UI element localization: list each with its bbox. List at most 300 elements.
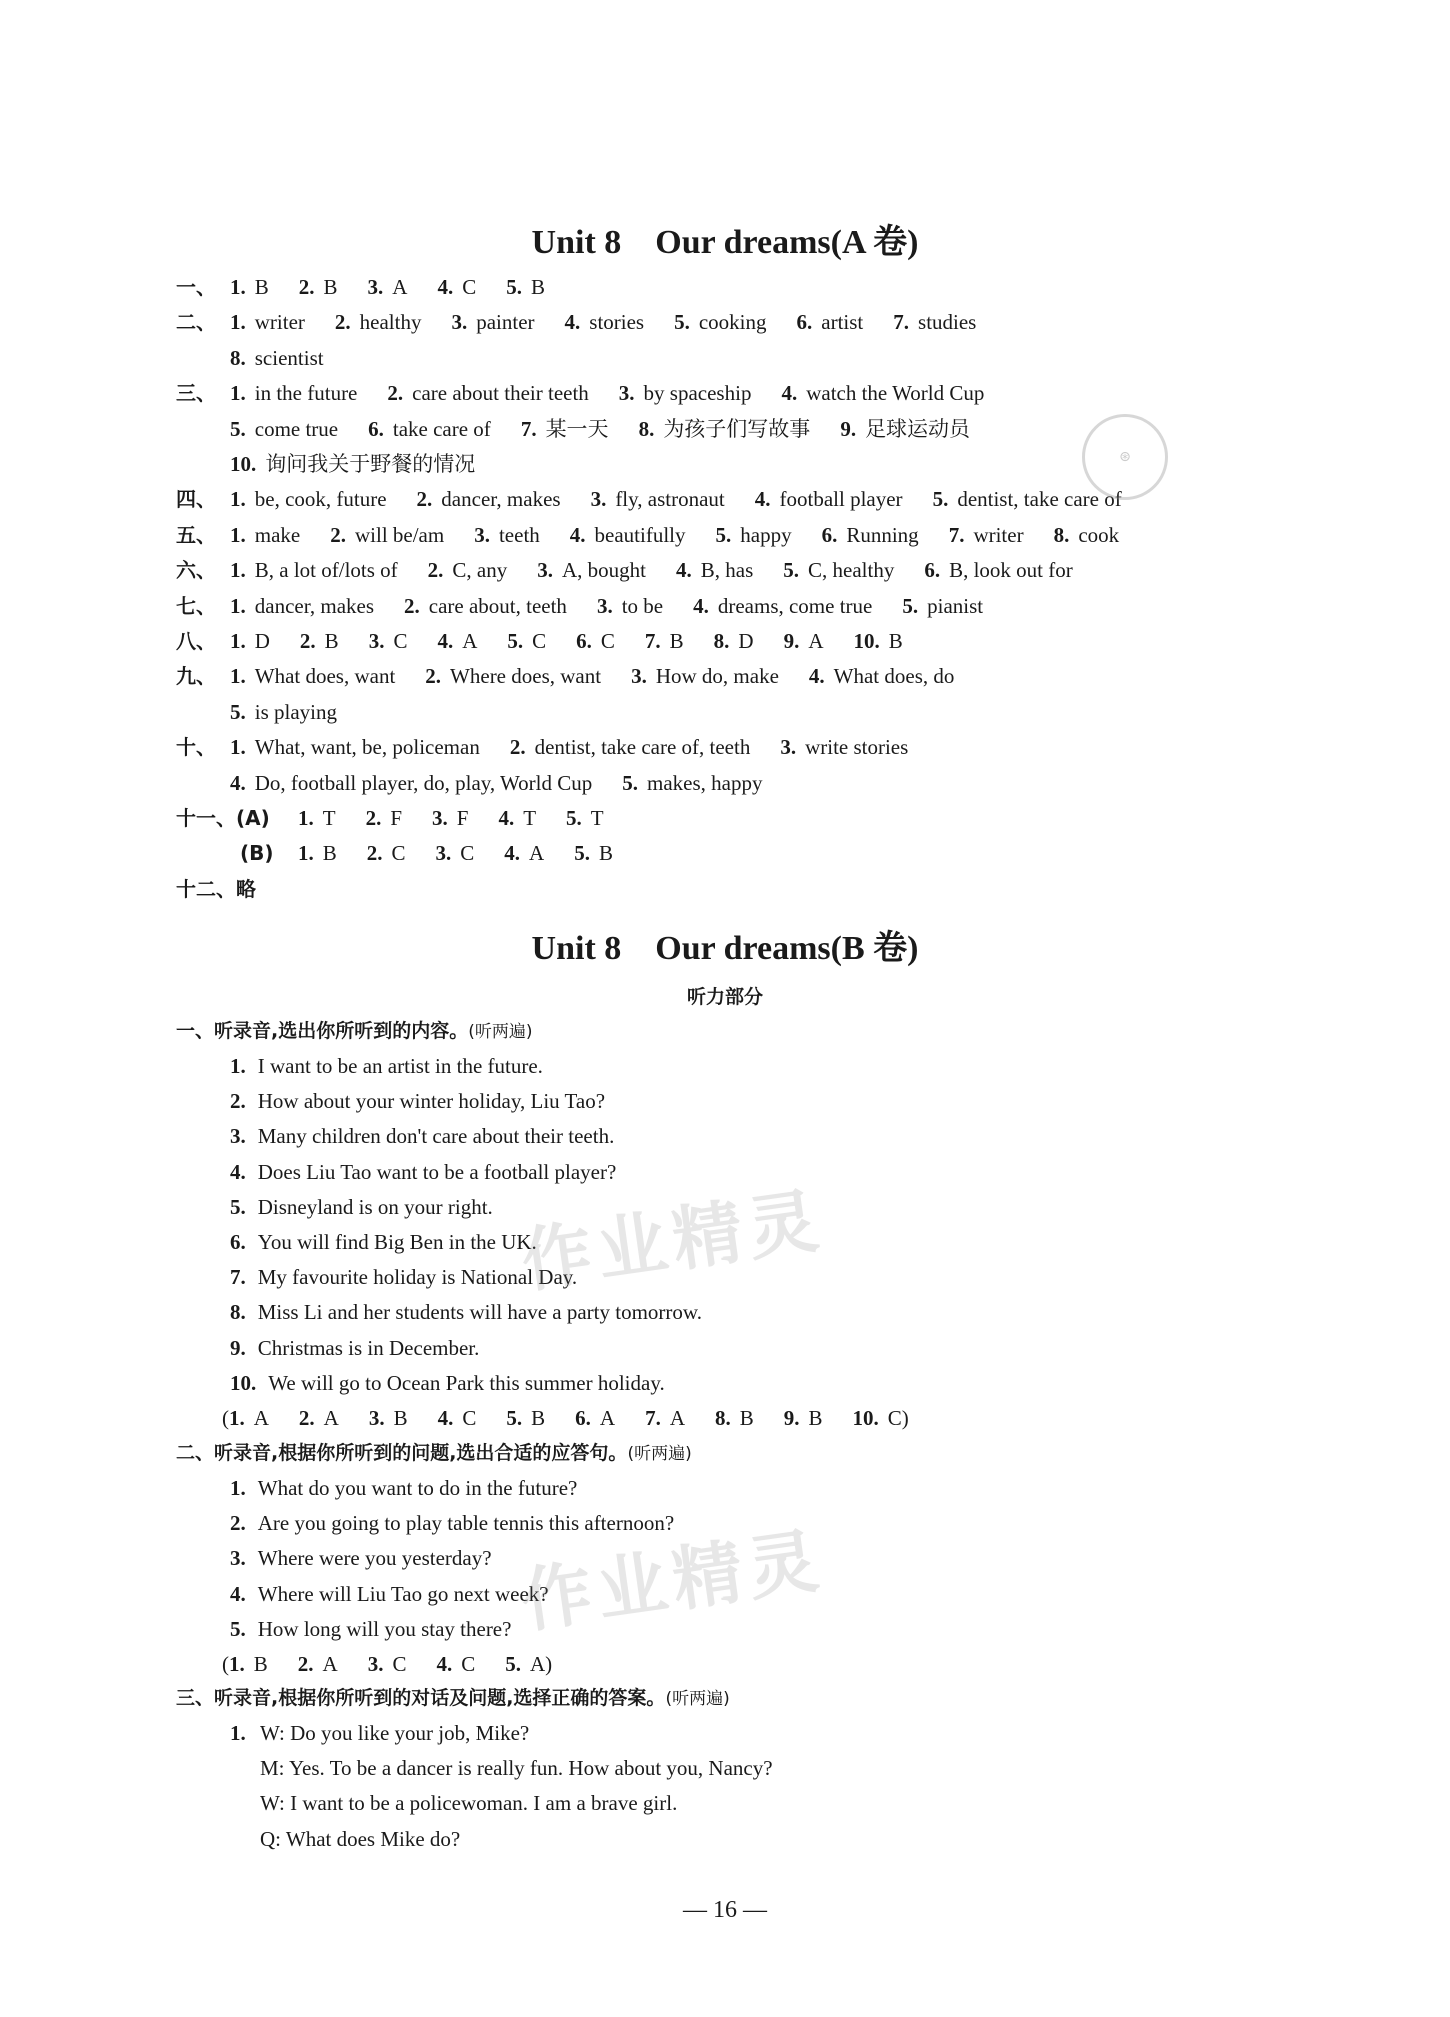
item-number: 3.: [618, 381, 635, 406]
answer-item: [591, 482, 725, 516]
item-text: healthy: [359, 310, 422, 335]
item-number: 3.: [368, 629, 385, 653]
answer-item: [369, 1401, 408, 1435]
item-text: happy: [740, 522, 792, 547]
section-label: 四、: [176, 487, 216, 512]
answer-item: [716, 518, 792, 552]
answer-row: [230, 341, 354, 375]
item-text: B: [531, 1406, 546, 1430]
item-number: 4.: [230, 1581, 246, 1606]
answer-item: [597, 589, 663, 623]
answer-item: [510, 730, 750, 764]
answer-item: [368, 412, 491, 446]
item-number: 5.: [505, 1652, 521, 1676]
part1-instruction: [176, 1014, 532, 1049]
item-number: 1.: [298, 806, 314, 830]
item-text: B: [254, 275, 269, 299]
answer-item: [330, 518, 444, 552]
item-text: B: [322, 841, 337, 866]
item-text: C, healthy: [808, 558, 895, 583]
item-number: 2.: [387, 381, 404, 406]
item-number: 2.: [298, 1406, 315, 1430]
part3-instruction-text: 三、听录音,根据你所听到的对话及问题,选择正确的答案。: [176, 1687, 666, 1709]
item-text: beautifully: [594, 522, 686, 547]
answer-item: [714, 624, 754, 658]
item-number: 6.: [924, 558, 941, 583]
item-number: 5.: [230, 1194, 246, 1219]
part1-note: (听两遍): [468, 1022, 533, 1042]
item-text: A, bought: [562, 558, 646, 583]
item-number: 5.: [506, 1406, 523, 1430]
item-number: 5.: [506, 275, 522, 299]
part1-item: [230, 1331, 479, 1365]
item-number: 2.: [365, 806, 382, 830]
section-label: 五、: [176, 522, 216, 547]
answer-item: [506, 270, 545, 304]
item-number: 3.: [474, 522, 490, 547]
answer-item: [298, 1647, 338, 1681]
item-text: cook: [1078, 522, 1120, 547]
item-text: B: [739, 1406, 754, 1430]
item-number: 4.: [437, 275, 454, 299]
item-number: 1.: [230, 735, 246, 760]
answer-item: [230, 305, 305, 339]
item-number: 5.: [574, 841, 590, 866]
item-number: 1.: [230, 487, 246, 512]
item-text: B: [598, 841, 613, 866]
answer-item: [230, 518, 300, 552]
answer-item: [451, 305, 534, 339]
answer-item: [893, 305, 976, 339]
answer-item: [417, 482, 561, 516]
answer-item: [404, 589, 567, 623]
item-number: 6.: [576, 629, 592, 653]
answer-item: [368, 270, 408, 304]
item-text: dancer, makes: [254, 593, 375, 618]
answer-item: [230, 695, 337, 729]
item-number: 1.: [230, 1054, 246, 1078]
item-number: 3.: [230, 1124, 246, 1149]
item-number: 2.: [416, 487, 433, 512]
item-text: B: [808, 1406, 823, 1430]
item-number: 1.: [229, 1652, 245, 1676]
answer-item: [230, 447, 475, 481]
dialogue-line: W: I want to be a policewoman. I am a brave girl.: [260, 1791, 678, 1816]
item-text: How do, make: [655, 664, 779, 689]
answer-row: [298, 836, 643, 870]
item-text: A: [529, 841, 545, 866]
answer-item: [230, 553, 398, 587]
answer-item: [784, 1401, 823, 1435]
item-text: come true: [254, 416, 339, 441]
item-text: A: [323, 1406, 339, 1430]
answer-item: [300, 624, 339, 658]
answer-row: [230, 695, 367, 729]
answer-item: [506, 1401, 545, 1435]
answer-item: [521, 412, 609, 446]
item-number: 4.: [781, 381, 798, 406]
item-text: F: [456, 806, 469, 830]
answer-item: [387, 376, 588, 410]
item-text: A: [322, 1652, 338, 1676]
part2-instruction-text: 二、听录音,根据你所听到的问题,选出合适的应答句。: [176, 1442, 628, 1464]
watermark-seal-icon: ⊛: [1082, 414, 1168, 500]
answer-item: [230, 766, 592, 800]
part1-instruction-text: 一、听录音,选出你所听到的内容。: [176, 1020, 469, 1042]
section-label: 十、: [176, 735, 216, 760]
item-number: 2.: [230, 1089, 246, 1114]
item-text: artist: [821, 310, 864, 335]
section-label: 六、: [176, 558, 216, 583]
item-number: 4.: [436, 1652, 453, 1676]
answer-item: [576, 624, 615, 658]
answer-row: [230, 553, 1103, 587]
item-text: You will find Big Ben in the UK.: [257, 1230, 537, 1254]
item-text: B: [530, 275, 545, 299]
answer-item: [230, 589, 374, 623]
answer-item: [854, 624, 903, 658]
item-text: pianist: [927, 593, 984, 618]
item-text: My favourite holiday is National Day.: [257, 1265, 578, 1290]
answer-item: [933, 482, 1122, 516]
item-text: football player: [779, 487, 903, 512]
section-label: 八、: [176, 629, 216, 653]
part2-item: [230, 1471, 577, 1505]
item-text: studies: [918, 310, 977, 335]
item-text: B: [323, 275, 338, 299]
item-text: B, has: [700, 558, 754, 583]
watermark-2: 作业精灵: [516, 1519, 829, 1643]
item-text: make: [254, 522, 301, 547]
item-number: 4.: [230, 770, 246, 795]
item-number: 8.: [714, 1406, 731, 1430]
item-text: by spaceship: [643, 381, 752, 406]
answer-item: [366, 801, 402, 835]
item-number: 5.: [507, 629, 524, 653]
part3-instruction: [176, 1681, 730, 1716]
item-text: 为孩子们写故事: [663, 416, 811, 441]
answer-item: [674, 305, 766, 339]
item-text: write stories: [805, 735, 909, 760]
item-number: 8.: [1053, 522, 1070, 547]
item-text: dreams, come true: [717, 593, 873, 618]
answer-item: [298, 836, 337, 870]
item-number: 3.: [367, 275, 384, 299]
item-number: 3.: [435, 841, 452, 866]
answer-item: [780, 730, 908, 764]
answer-item: [367, 836, 406, 870]
item-number: 1.: [298, 841, 314, 866]
item-number: 10.: [852, 1406, 879, 1430]
answer-item: [229, 1401, 269, 1435]
item-number: 7.: [230, 1265, 246, 1290]
item-number: 3.: [596, 593, 613, 618]
item-text: C: [393, 629, 408, 653]
item-number: 6.: [230, 1230, 246, 1254]
item-number: 8.: [638, 416, 655, 441]
item-number: 4.: [498, 806, 515, 830]
item-text: take care of: [392, 416, 491, 441]
item-text: Many children don't care about their teeth.: [257, 1124, 615, 1149]
answer-item: [436, 836, 475, 870]
item-text: C: [462, 275, 477, 299]
item-number: 2.: [425, 664, 442, 689]
answer-item: [797, 305, 864, 339]
answer-item: [639, 412, 811, 446]
item-number: 6.: [575, 1406, 591, 1430]
item-number: 10.: [853, 629, 880, 653]
item-text: dancer, makes: [441, 487, 561, 512]
item-number: 4.: [754, 487, 771, 512]
item-text: What does, do: [833, 664, 955, 689]
part2-item: [230, 1541, 492, 1575]
item-number: 4.: [676, 558, 692, 583]
item-number: 2.: [334, 310, 351, 335]
part2-note: (听两遍): [627, 1444, 692, 1464]
section-label: 九、: [176, 664, 216, 689]
item-number: 5.: [566, 806, 582, 830]
item-text: in the future: [254, 381, 358, 406]
item-number: 5.: [674, 310, 690, 335]
item-text: C, any: [452, 558, 508, 583]
item-text: dentist, take care of, teeth: [534, 735, 751, 760]
answer-item: [784, 624, 824, 658]
part1-item: [230, 1260, 577, 1294]
item-text: 询问我关于野餐的情况: [265, 452, 476, 476]
answer-item: [537, 553, 646, 587]
item-number: 10.: [230, 452, 257, 476]
item-number: 2.: [509, 735, 526, 760]
item-text: fly, astronaut: [615, 487, 725, 512]
item-text: I want to be an artist in the future.: [257, 1054, 543, 1078]
item-text: Where will Liu Tao go next week?: [257, 1581, 549, 1606]
item-text: care about, teeth: [428, 593, 567, 618]
item-text: What, want, be, policeman: [254, 735, 480, 760]
item-number: 6.: [821, 522, 838, 547]
answer-item: [368, 1647, 407, 1681]
item-text: Where were you yesterday?: [257, 1546, 492, 1571]
item-number: 7.: [645, 1406, 661, 1430]
dialogue-line: M: Yes. To be a dancer is really fun. How about you, Nancy?: [260, 1756, 773, 1781]
item-text: How long will you stay there?: [257, 1616, 512, 1641]
answer-item: [902, 589, 983, 623]
answer-item: [949, 518, 1024, 552]
item-number: 1.: [230, 275, 246, 299]
item-text: Disneyland is on your right.: [257, 1194, 493, 1219]
item-number: 3.: [780, 735, 797, 760]
answer-item: [437, 624, 477, 658]
item-text: cooking: [698, 310, 767, 335]
item-number: 10.: [230, 1370, 257, 1395]
item-text: dentist, take care of: [957, 487, 1122, 512]
answer-row: [230, 624, 933, 658]
answer-item: [645, 624, 684, 658]
item-text: writer: [254, 310, 305, 335]
item-text: makes, happy: [647, 770, 763, 795]
item-text: Running: [846, 522, 919, 547]
item-number: 8.: [713, 629, 730, 653]
item-number: 4.: [230, 1159, 246, 1184]
item-number: 5.: [622, 770, 638, 795]
answer-item: [229, 1647, 268, 1681]
item-number: 4.: [437, 629, 454, 653]
item-text: C: [392, 1652, 407, 1676]
answer-item: [230, 270, 269, 304]
item-text: What do you want to do in the future?: [257, 1476, 578, 1500]
item-number: 4.: [504, 841, 521, 866]
section-label: 十一、(A): [176, 806, 270, 830]
part1-item: [230, 1295, 702, 1329]
item-text: 某一天: [545, 416, 609, 441]
item-text: A): [529, 1652, 553, 1676]
item-number: 7.: [948, 522, 965, 547]
item-text: Are you going to play table tennis this afternoon?: [257, 1511, 675, 1536]
item-number: 5.: [902, 593, 919, 618]
part1-item: [230, 1366, 665, 1400]
item-number: 4.: [808, 664, 825, 689]
item-number: 3.: [367, 1652, 384, 1676]
section-label: 十二、略: [176, 876, 256, 901]
answer-item: [230, 341, 324, 375]
item-number: 5.: [230, 1616, 246, 1641]
item-number: 2.: [427, 558, 444, 583]
answer-row: [230, 447, 505, 481]
answer-row: [230, 305, 1006, 339]
answer-item: [230, 376, 357, 410]
part1-answers: [222, 1401, 939, 1435]
item-text: C: [600, 629, 615, 653]
item-number: 8.: [230, 345, 246, 370]
answer-item: [474, 518, 540, 552]
item-text: F: [390, 806, 403, 830]
item-number: 7.: [520, 416, 537, 441]
answer-item: [230, 659, 395, 693]
item-number: 4.: [569, 522, 586, 547]
item-text: painter: [476, 310, 535, 335]
answer-row: [230, 766, 792, 800]
item-number: 7.: [644, 629, 661, 653]
item-text: care about their teeth: [412, 381, 589, 406]
item-number: 5.: [783, 558, 799, 583]
section-label: (B): [240, 841, 274, 866]
item-number: 3.: [368, 1406, 385, 1430]
item-text: D: [738, 629, 754, 653]
item-text: teeth: [498, 522, 540, 547]
answer-item: [432, 801, 468, 835]
answer-row: [230, 518, 1149, 552]
answer-item: [840, 412, 970, 446]
listening-heading: 听力部分: [686, 986, 763, 1008]
item-text: to be: [621, 593, 664, 618]
item-text: Miss Li and her students will have a party tomorrow.: [257, 1300, 702, 1325]
item-number: 3.: [230, 1546, 246, 1571]
part2-item: [230, 1506, 674, 1540]
item-number: 2.: [299, 629, 316, 653]
answer-row: [230, 730, 938, 764]
answer-row: [230, 482, 1152, 516]
answer-item: [924, 553, 1072, 587]
item-text: stories: [589, 310, 645, 335]
title-unit8-a: Unit 8 Our dreams(A 卷): [531, 224, 919, 261]
item-text: 足球运动员: [865, 416, 971, 441]
item-text: T: [590, 806, 604, 830]
answer-item: [507, 624, 546, 658]
item-text: will be/am: [354, 522, 445, 547]
item-text: writer: [973, 522, 1024, 547]
answer-item: [565, 305, 645, 339]
item-number: 3.: [590, 487, 607, 512]
answer-item: [437, 270, 476, 304]
item-number: 1.: [230, 558, 246, 583]
item-number: 5.: [715, 522, 732, 547]
answer-item: [566, 801, 604, 835]
item-text: B: [888, 629, 903, 653]
item-text: B, a lot of/lots of: [254, 558, 398, 583]
answer-item: [631, 659, 779, 693]
part1-item: [230, 1190, 493, 1224]
watermark: 作业精灵: [516, 1179, 829, 1303]
answer-row: [298, 801, 634, 835]
item-number: 4.: [437, 1406, 454, 1430]
answer-item: [428, 553, 508, 587]
item-number: 3.: [432, 806, 448, 830]
item-text: A: [462, 629, 478, 653]
item-number: 2.: [404, 593, 420, 618]
item-number: 2.: [366, 841, 383, 866]
item-text: be, cook, future: [254, 487, 387, 512]
item-text: B: [253, 1652, 268, 1676]
answer-item: [574, 836, 613, 870]
item-number: 1.: [230, 664, 246, 689]
item-text: C: [391, 841, 406, 866]
answer-item: [438, 1401, 477, 1435]
answer-item: [498, 801, 536, 835]
item-text: A: [253, 1406, 269, 1430]
item-text: A: [669, 1406, 685, 1430]
item-number: 1.: [230, 593, 246, 618]
item-number: 4.: [693, 593, 709, 618]
item-text: C: [532, 629, 547, 653]
answer-item: [1054, 518, 1120, 552]
answer-item: [230, 730, 480, 764]
item-number: 1.: [230, 381, 246, 406]
item-text: C: [462, 1406, 477, 1430]
answer-item: [622, 766, 762, 800]
answer-item: [575, 1401, 615, 1435]
item-number: 1.: [229, 1406, 245, 1430]
answer-item: [676, 553, 753, 587]
item-number: 7.: [893, 310, 910, 335]
item-number: 6.: [796, 310, 813, 335]
item-text: T: [523, 806, 537, 830]
item-number: 1.: [230, 629, 246, 653]
answer-item: [715, 1401, 754, 1435]
dialogue-line: W: Do you like your job, Mike?: [260, 1721, 530, 1745]
part1-item: [230, 1119, 614, 1153]
item-text: A: [599, 1406, 616, 1430]
answer-item: [853, 1401, 909, 1435]
item-text: Christmas is in December.: [257, 1335, 480, 1360]
answer-item: [505, 1647, 552, 1681]
part1-item: [230, 1049, 543, 1083]
item-text: A: [808, 629, 824, 653]
item-text: Do, football player, do, play, World Cup: [254, 770, 593, 795]
item-text: C: [460, 841, 475, 866]
item-text: How about your winter holiday, Liu Tao?: [257, 1089, 606, 1114]
answer-item: [822, 518, 919, 552]
item-number: 9.: [230, 1335, 246, 1360]
title-unit8-b: Unit 8 Our dreams(B 卷): [531, 930, 919, 967]
